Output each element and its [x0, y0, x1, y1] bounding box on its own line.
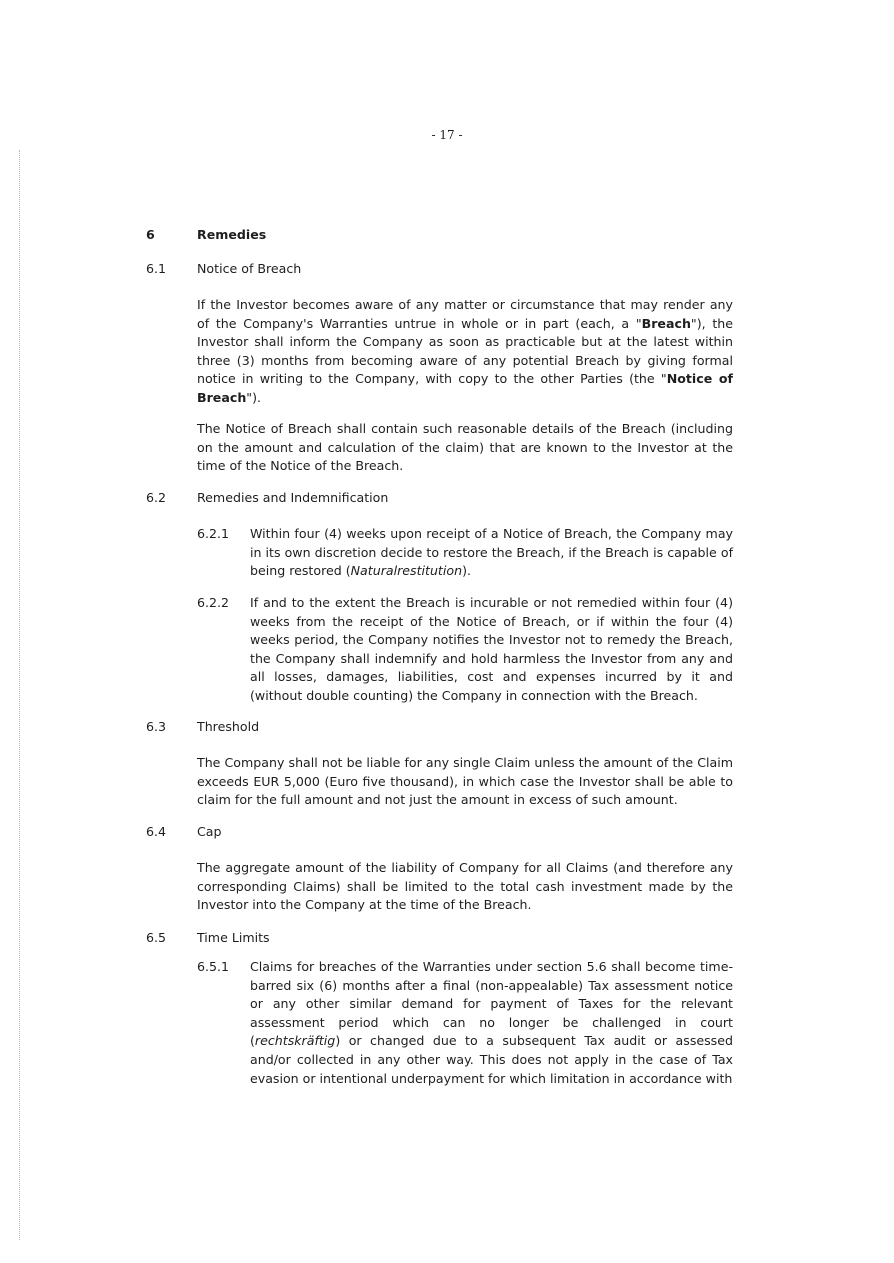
text-run: If the Investor becomes aware of any matter or circumstance that may render any of the Company's Warranties untrue in whole or in part (each, a " [197, 297, 733, 331]
clause-number: 6.3 [146, 719, 167, 734]
defined-term: Breach [641, 315, 691, 331]
paragraph: The Company shall not be liable for any single Claim unless the amount of the Claim exceeds EUR 5,000 (Euro five thousand), in which case the Investor shall be able to claim for the full amount and not just the amount in excess of such amount. [197, 755, 733, 808]
paragraph: The aggregate amount of the liability of Company for all Claims (and therefore any corresponding Claims) shall be limited to the total cash investment made by the Investor into the Company at the time of the Breach. [197, 860, 733, 913]
clause-number: 6.5 [146, 930, 167, 945]
subclause-text [250, 958, 733, 1088]
subclause-number: 6.5.1 [197, 959, 230, 974]
page-number: - 17 - [431, 128, 463, 142]
subclause-text: If and to the extent the Breach is incurable or not remedied within four (4) weeks from the receipt of the Notice of Breach, or if within the four (4) weeks period, the Company notifies the Investor not to remedy the Breach, the Company shall indemnify and hold harmless the Investor from any and all losses, damages, liabilities, cost and expenses incurred by it and (without double counting) the Company in connection with the Breach. [250, 595, 733, 703]
clause-heading: Threshold [197, 719, 260, 734]
subclause-number: 6.2.2 [197, 595, 230, 610]
subclause-text [250, 525, 733, 581]
scan-margin-line [19, 150, 20, 1240]
section-number: 6 [146, 227, 155, 242]
clause-heading: Notice of Breach [197, 261, 302, 276]
text-run: Claims for breaches of the Warranties under section 5.6 shall become time-barred six (6) months after a final (non-appealable) Tax assessment notice or any other similar demand for payment of Taxes for the relevant assessment period which can no longer be challenged in court ( [250, 959, 733, 1049]
text-run: "). [246, 389, 261, 405]
foreign-term: rechtskräftig [254, 1033, 336, 1049]
text-run: ). [462, 563, 471, 579]
clause-heading: Cap [197, 824, 222, 839]
paragraph: The Notice of Breach shall contain such reasonable details of the Breach (including on the amount and calculation of the claim) that are known to the Investor at the time of the Notice of the Breach. [197, 421, 733, 474]
text-run: "), the Investor shall inform the Company as soon as practicable but at the latest within three (3) months from becoming aware of any potential Breach by giving formal notice in writing to the Company, with copy to the other Parties (the " [197, 315, 733, 387]
clause-heading: Remedies and Indemnification [197, 490, 389, 505]
defined-term: Notice of Breach [197, 371, 733, 405]
clause-number: 6.2 [146, 490, 167, 505]
section-title: Remedies [197, 227, 267, 242]
text-run: Within four (4) weeks upon receipt of a Notice of Breach, the Company may in its own discretion decide to restore the Breach, if the Breach is capable of being restored ( [250, 526, 733, 579]
clause-number: 6.4 [146, 824, 167, 839]
clause-number: 6.1 [146, 261, 167, 276]
subclause-number: 6.2.1 [197, 526, 230, 541]
paragraph [197, 296, 733, 408]
clause-heading: Time Limits [197, 930, 270, 945]
foreign-term: Naturalrestitution [350, 563, 463, 579]
text-run: ) or changed due to a subsequent Tax audit or assessed and/or collected in any other way. This does not apply in the case of Tax evasion or intentional underpayment for which limitation in accordance with [250, 1033, 733, 1086]
